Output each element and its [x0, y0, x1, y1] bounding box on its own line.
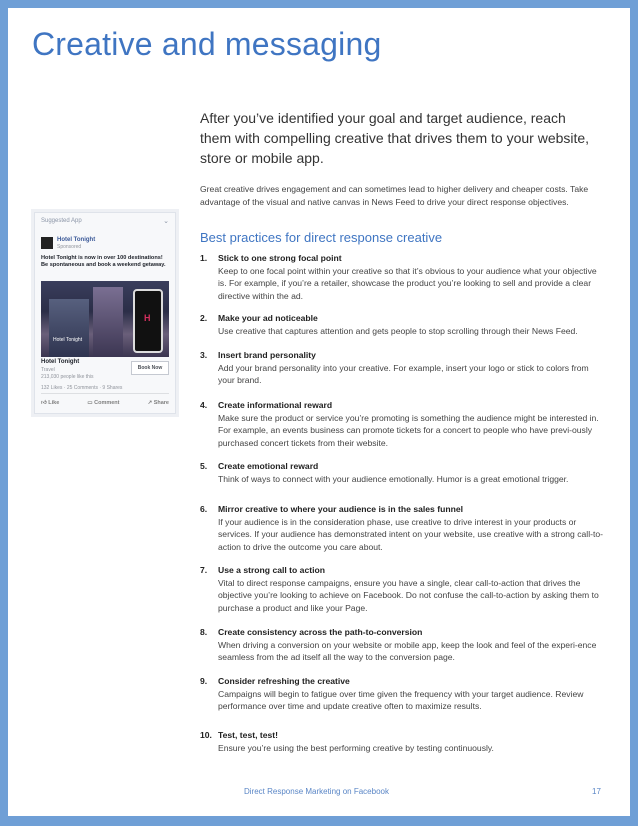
item-text: Think of ways to connect with your audience emotionally. Humor is a great emotional trigger. — [218, 473, 569, 484]
item-title: Create informational reward — [218, 400, 333, 410]
page-title: Creative and messaging — [32, 26, 382, 62]
list-item — [200, 503, 605, 553]
item-text: Add your brand personality into your creative. For example, insert your logo or stick to colors from your brand. — [218, 362, 589, 385]
ad-sponsored: Sponsored — [57, 244, 82, 250]
list-item — [200, 460, 605, 485]
ad-app-category: Travel — [41, 367, 55, 373]
item-title: Mirror creative to where your audience is in the sales funnel — [218, 504, 463, 514]
item-number: 2. — [200, 313, 208, 323]
ad-app-name: Hotel Tonight — [41, 359, 80, 365]
item-number: 1. — [200, 253, 208, 263]
body-paragraph: Great creative drives engagement and can sometimes lead to higher delivery and cheaper costs. Take advantage of the visual and native canvas in News Feed to drive your direct response objectives. — [200, 184, 589, 207]
comment-icon: ▭ — [87, 400, 95, 406]
ad-image-building-2 — [93, 287, 123, 357]
ad-app-likes: 213,030 people like this — [41, 374, 94, 380]
page-number: 17 — [592, 787, 601, 796]
chevron-down-icon: ⌄ — [163, 218, 169, 225]
item-text: Keep to one focal point within your creative so that it’s obvious to your audience what your objective is. For example, if you’re a retailer, showcase the product you’re looking to sell and provide a clear directive within the ad. — [218, 265, 597, 301]
item-number: 3. — [200, 350, 208, 360]
item-number: 8. — [200, 627, 208, 637]
item-number: 7. — [200, 565, 208, 575]
item-text: Use creative that captures attention and gets people to stop scrolling through their News Feed. — [218, 325, 578, 336]
ad-text: Hotel Tonight is now in over 100 destinations! Be spontaneous and book a weekend getaway. — [41, 255, 166, 268]
ad-divider — [41, 393, 169, 394]
thumbs-up-icon: 👍︎ — [41, 400, 49, 406]
ad-advertiser: Hotel Tonight — [57, 237, 96, 243]
item-number: 4. — [200, 400, 208, 410]
item-title: Consider refreshing the creative — [218, 676, 350, 686]
item-title: Create consistency across the path-to-conversion — [218, 627, 423, 637]
section-title: Best practices for direct response creative — [200, 230, 443, 245]
item-title: Make your ad noticeable — [218, 313, 318, 323]
share-action: ↗ Share — [147, 400, 169, 406]
ad-actions — [41, 400, 169, 406]
list-item — [200, 729, 605, 754]
list-item — [200, 252, 605, 302]
ad-image-building — [49, 299, 89, 357]
list-item — [200, 626, 605, 664]
ad-image — [41, 281, 169, 357]
ad-label: Suggested App — [41, 218, 82, 224]
item-text: When driving a conversion on your website or mobile app, keep the look and feel of the experi-ence seamless from the ad itself all the way to the conversion page. — [218, 639, 597, 662]
footer-text: Direct Response Marketing on Facebook — [244, 787, 389, 796]
item-title: Use a strong call to action — [218, 565, 325, 575]
ad-mockup — [34, 212, 176, 414]
item-title: Insert brand personality — [218, 350, 316, 360]
item-number: 5. — [200, 461, 208, 471]
item-text: Vital to direct response campaigns, ensure you have a single, clear call-to-action that drives the objective you’re looking to achieve on Facebook. Do not confuse the call-to-action by asking them to purchase a product and like your Page. — [218, 577, 599, 613]
item-title: Test, test, test! — [218, 730, 279, 740]
app-logo-icon: H — [144, 313, 151, 323]
like-action: 👍︎ Like — [41, 400, 60, 406]
phone-icon — [133, 289, 163, 353]
item-text: Make sure the product or service you’re promoting is something the audience might be interested in. For example, an events business can promote tickets for a concert to people who have previ-ously purchased concert tickets from their website. — [218, 412, 599, 448]
list-item — [200, 675, 605, 713]
book-now-button: Book Now — [131, 361, 169, 375]
list-item — [200, 399, 605, 449]
list-item — [200, 312, 605, 337]
advertiser-logo — [41, 237, 53, 249]
item-title: Create emotional reward — [218, 461, 319, 471]
comment-action: ▭ Comment — [87, 400, 120, 406]
item-text: If your audience is in the consideration phase, use creative to drive interest in your products or services. If your audience has demonstrated intent on your website, use creative with a strong call-to-action to drive the outcome you care about. — [218, 516, 604, 552]
item-number: 9. — [200, 676, 208, 686]
share-icon: ↗ — [147, 400, 154, 406]
item-number: 10. — [200, 730, 212, 740]
item-text: Campaigns will begin to fatigue over time given the frequency with your target audience. Review performance over time and update creative often to maximize results. — [218, 688, 584, 711]
ad-image-sign: Hotel Tonight — [53, 337, 83, 343]
item-title: Stick to one strong focal point — [218, 253, 342, 263]
ad-stats: 132 Likes · 25 Comments · 9 Shares — [41, 385, 123, 391]
item-text: Ensure you’re using the best performing creative by testing continuously. — [218, 742, 494, 753]
list-item — [200, 349, 605, 387]
intro-text: After you’ve identified your goal and target audience, reach them with compelling creative that drives them to your website, store or mobile app. — [200, 110, 590, 166]
list-item — [200, 564, 605, 614]
item-number: 6. — [200, 504, 208, 514]
